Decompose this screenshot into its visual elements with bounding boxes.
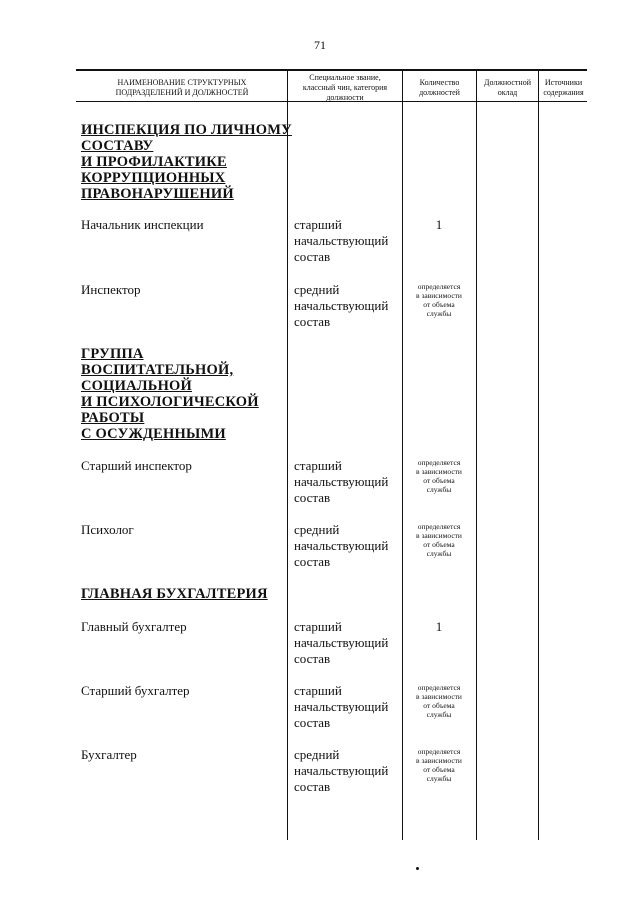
header-col-count: Количество должностей	[419, 78, 460, 97]
position-rank: средний начальствующий состав	[294, 747, 389, 794]
position-count: определяется в зависимости от объема службы	[416, 522, 462, 558]
position-count: 1	[435, 619, 443, 634]
position-name: Главный бухгалтер	[81, 619, 187, 634]
position-count: определяется в зависимости от объема службы	[416, 747, 462, 783]
stray-mark	[416, 867, 419, 870]
position-name: Инспектор	[81, 282, 141, 297]
position-count: определяется в зависимости от объема службы	[416, 458, 462, 494]
position-count: определяется в зависимости от объема службы	[416, 683, 462, 719]
position-count: определяется в зависимости от объема службы	[416, 282, 462, 318]
column-divider-3	[476, 70, 477, 840]
position-name: Старший бухгалтер	[81, 683, 190, 698]
header-col-rank: Специальное звание, классный чин, категория должности	[302, 73, 388, 102]
position-name: Начальник инспекции	[81, 217, 204, 232]
position-name: Психолог	[81, 522, 134, 537]
position-count: 1	[435, 217, 443, 232]
page-number: 71	[314, 38, 326, 52]
header-col-salary: Должностной оклад	[484, 78, 531, 97]
header-col-source: Источники содержания	[543, 78, 584, 97]
position-name: Бухгалтер	[81, 747, 137, 762]
position-rank: старший начальствующий состав	[294, 619, 389, 666]
column-divider-4	[538, 70, 539, 840]
section-title: ГЛАВНАЯ БУХГАЛТЕРИЯ	[81, 586, 268, 602]
section-title: ГРУППА ВОСПИТАТЕЛЬНОЙ, СОЦИАЛЬНОЙ И ПСИХОЛОГИЧЕСКОЙ РАБОТЫ С ОСУЖДЕННЫМИ	[81, 346, 259, 442]
position-rank: старший начальствующий состав	[294, 683, 389, 730]
position-name: Старший инспектор	[81, 458, 192, 473]
section-title: ИНСПЕКЦИЯ ПО ЛИЧНОМУ СОСТАВУ И ПРОФИЛАКТИКЕ КОРРУПЦИОННЫХ ПРАВОНАРУШЕНИЙ	[81, 122, 292, 202]
position-rank: средний начальствующий состав	[294, 522, 389, 569]
position-rank: старший начальствующий состав	[294, 217, 389, 264]
position-rank: средний начальствующий состав	[294, 282, 389, 329]
table-top-border	[76, 69, 587, 71]
header-col-name: НАИМЕНОВАНИЕ СТРУКТУРНЫХ ПОДРАЗДЕЛЕНИЙ И ДОЛЖНОСТЕЙ	[115, 78, 249, 97]
position-rank: старший начальствующий состав	[294, 458, 389, 505]
